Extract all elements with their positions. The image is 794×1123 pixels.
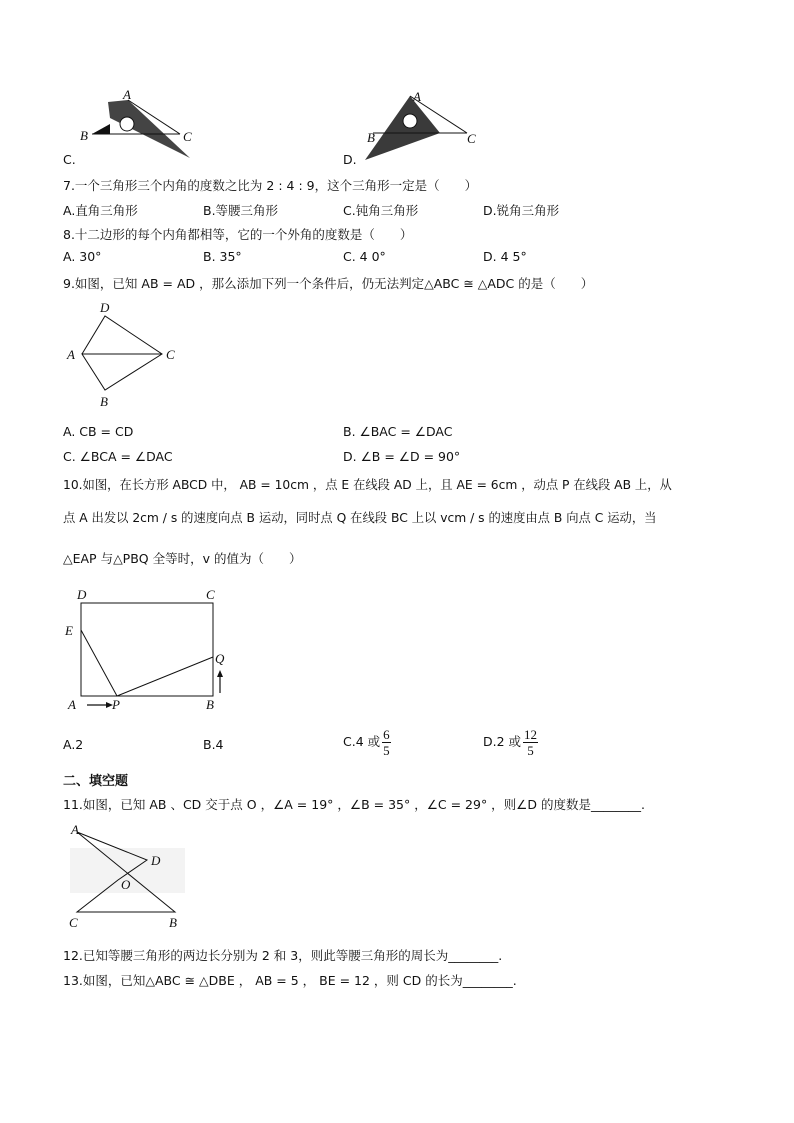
fig-label-c: C <box>183 129 192 144</box>
q10-line3: △EAP 与△PBQ 全等时，v 的值为（ ） <box>63 551 302 566</box>
fig-label-b: B <box>169 915 177 930</box>
q7-stem: 7.一个三角形三个内角的度数之比为 2 : 4 : 9，这个三角形一定是（ ） <box>63 178 478 193</box>
q6-figure-d <box>355 88 495 163</box>
q9-option-a: A. CB = CD <box>63 424 134 439</box>
q8-option-b: B. 35° <box>203 249 242 264</box>
q8-option-a: A. 30° <box>63 249 102 264</box>
fig-label-d: D <box>77 587 87 602</box>
q7-option-c: C.钝角三角形 <box>343 203 419 218</box>
fig-label-d: D <box>151 853 161 868</box>
fig-label-c: C <box>166 347 175 362</box>
set-square-shape <box>108 100 190 158</box>
fig-label-b: B <box>367 130 375 145</box>
q10-option-d-prefix: D.2 或 <box>483 734 522 749</box>
fig-label-q: Q <box>215 651 225 666</box>
q11-stem: 11.如图，已知 AB 、CD 交于点 O ，∠A = 19° ，∠B = 35° ，∠C = 29° ，则∠D 的度数是________. <box>63 797 645 812</box>
q10-option-c-prefix: C.4 或 <box>343 734 381 749</box>
q10-option-d <box>483 727 538 758</box>
fig-label-b: B <box>100 394 108 409</box>
fig-label-c: C <box>467 131 476 146</box>
fig-label-c: C <box>206 587 215 602</box>
fig-label-a: A <box>123 88 131 102</box>
q7-option-a: A.直角三角形 <box>63 203 138 218</box>
q10-option-c-fraction: $\frac{6}{5}$ <box>383 727 390 758</box>
q10-figure <box>60 585 240 717</box>
q10-option-b: B.4 <box>203 737 224 752</box>
q6-option-d-label: D. <box>343 152 357 167</box>
q7-option-d: D.锐角三角形 <box>483 203 560 218</box>
q8-option-d: D. 4 5° <box>483 249 527 264</box>
section-title: 二、填空题 <box>63 774 129 789</box>
fig-label-a: A <box>67 347 75 362</box>
fig-label-c: C <box>69 915 78 930</box>
fig-label-p: P <box>112 697 120 712</box>
q10-option-c <box>343 727 391 758</box>
q8-option-c: C. 4 0° <box>343 249 386 264</box>
q8-stem: 8.十二边形的每个内角都相等，它的一个外角的度数是（ ） <box>63 227 413 242</box>
q9-option-b: B. ∠BAC = ∠DAC <box>343 424 453 439</box>
q11-figure <box>60 818 190 933</box>
q9-figure <box>60 298 190 413</box>
q10-option-a: A.2 <box>63 737 84 752</box>
fig-label-b: B <box>206 697 214 712</box>
q10-line1: 10.如图，在长方形 ABCD 中， AB = 10cm ，点 E 在线段 AD 上，且 AE = 6cm ，动点 P 在线段 AB 上，从 <box>63 478 672 492</box>
q12-stem: 12.已知等腰三角形的两边长分别为 2 和 3，则此等腰三角形的周长为________. <box>63 948 503 963</box>
q10-line2: 点 A 出发以 2cm / s 的速度向点 B 运动，同时点 Q 在线段 BC 上以 vcm / s 的速度由点 B 向点 C 运动，当 <box>63 511 657 525</box>
q10-option-d-fraction: $\frac{12}{5}$ <box>524 727 538 758</box>
fig-label-e: E <box>65 623 73 638</box>
q6-option-c-label: C. <box>63 152 76 167</box>
fig-label-d: D <box>100 300 110 315</box>
fig-label-o: O <box>121 877 131 892</box>
set-square-hole <box>120 117 134 131</box>
fig-label-a: A <box>71 822 79 837</box>
set-square-hole <box>403 114 417 128</box>
q9-option-c: C. ∠BCA = ∠DAC <box>63 449 173 464</box>
fig-label-a: A <box>68 697 76 712</box>
q9-stem: 9.如图，已知 AB = AD ，那么添加下列一个条件后，仍无法判定△ABC ≅ △ADC 的是（ ） <box>63 276 594 291</box>
q9-option-d: D. ∠B = ∠D = 90° <box>343 449 461 464</box>
fig-label-b: B <box>80 128 88 143</box>
fig-label-a: A <box>413 89 421 104</box>
q7-option-b: B.等腰三角形 <box>203 203 279 218</box>
q6-figure-c <box>70 88 210 163</box>
q13-stem: 13.如图，已知△ABC ≅ △DBE ， AB = 5 ， BE = 12 ，则 CD 的长为________. <box>63 973 517 988</box>
set-square-shape <box>365 96 440 160</box>
